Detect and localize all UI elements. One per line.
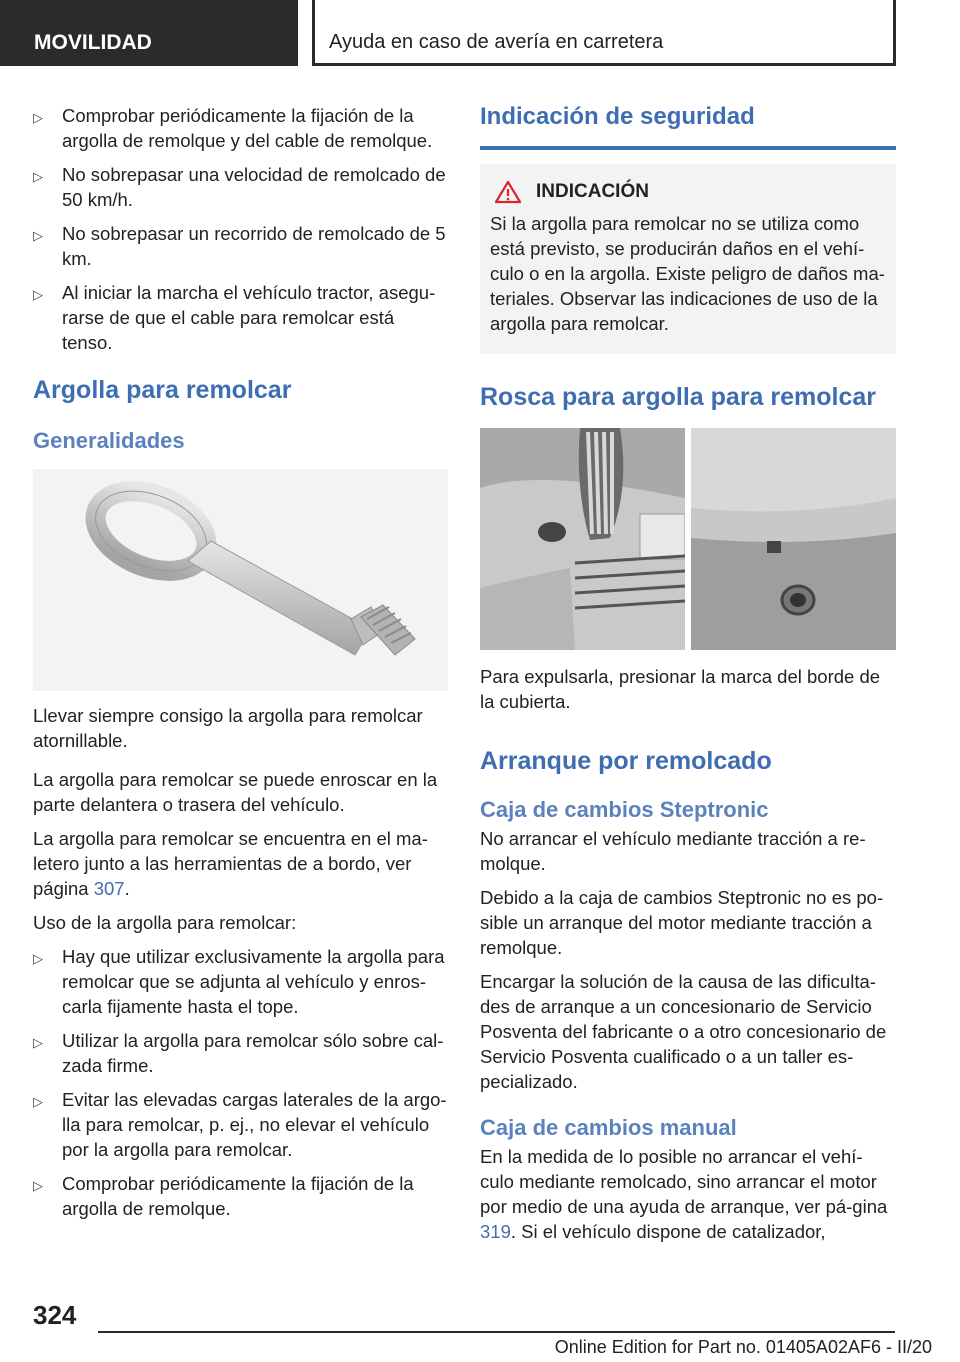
paragraph: Llevar siempre consigo la argolla para remolcar atornillable. xyxy=(33,705,423,751)
heading-manual: Caja de cambios manual xyxy=(480,1115,737,1140)
warning-triangle-icon xyxy=(494,180,522,204)
bullet-icon: ▷ xyxy=(33,228,43,243)
bullet-icon: ▷ xyxy=(33,1035,43,1050)
list-item: ▷ Utilizar la argolla para remolcar sólo sobre cal‐zada firme. xyxy=(33,1030,444,1076)
bullet-icon: ▷ xyxy=(33,169,43,184)
heading-argolla: Argolla para remolcar xyxy=(33,376,292,404)
chapter-title: Ayuda en caso de avería en carretera xyxy=(312,0,896,66)
tow-eye-illustration xyxy=(33,469,448,691)
subheading-generalidades: Generalidades xyxy=(33,428,185,453)
list-item: ▷ Hay que utilizar exclusivamente la argolla para remolcar que se adjunta al vehículo y enros‐carla fijamente hasta el tope. xyxy=(33,946,445,1017)
bullet-list-top xyxy=(33,103,448,355)
bullet-icon: ▷ xyxy=(33,110,43,125)
notice-text: Si la argolla para remolcar no se utiliza como está previsto, se producirán daños en el vehí‐culo o en la argolla. Existe peligro de daños ma‐teriales. Observar las indicaciones de uso de la argolla para remolcar. xyxy=(490,213,885,334)
paragraph: La argolla para remolcar se encuentra en el ma‐letero junto a las herramientas de a bordo, ver página 307. xyxy=(33,828,428,899)
bullet-list-use xyxy=(33,944,448,1221)
paragraph: Para expulsarla, presionar la marca del borde de la cubierta. xyxy=(480,666,881,712)
footer-divider xyxy=(98,1331,895,1333)
paragraph: La argolla para remolcar se puede enroscar en la parte delantera o trasera del vehículo. xyxy=(33,769,438,815)
list-item: ▷ Evitar las elevadas cargas laterales de la argo‐lla para remolcar, p. ej., no elevar el vehículo por la argolla para remolcar. xyxy=(33,1089,447,1160)
page-number: 324 xyxy=(33,1300,77,1330)
bullet-icon: ▷ xyxy=(33,1094,43,1109)
page-link-319[interactable]: 319 xyxy=(480,1221,511,1242)
heading-start: Arranque por remolcado xyxy=(480,747,772,775)
bullet-icon: ▷ xyxy=(33,1178,43,1193)
right-column xyxy=(480,95,896,1253)
list-item: ▷ Al iniciar la marcha el vehículo tractor, asegu‐rarse de que el cable para remolcar está tenso. xyxy=(33,282,436,353)
paragraph: Encargar la solución de la causa de las dificulta‐des de arranque a un concesionario de Servicio Posventa del fabricante o a otro concesionario de Servicio Posventa cualificado o a un taller es‐pecializado. xyxy=(480,971,887,1092)
notice-title: INDICACIÓN xyxy=(536,181,649,202)
paragraph: En la medida de lo posible no arrancar el vehí‐culo mediante remolcado, sino arrancar el motor por medio de una ayuda de arranque, ver pá‐gina 319. Si el vehículo dispone de catalizador, xyxy=(480,1146,888,1242)
paragraph: Uso de la argolla para remolcar: xyxy=(33,912,297,933)
paragraph: Debido a la caja de cambios Steptronic no es po‐sible un arranque del motor mediante tracción a remolque. xyxy=(480,887,884,958)
tow-eye-image xyxy=(33,469,448,691)
heading-safety: Indicación de seguridad xyxy=(480,102,896,150)
list-item: ▷ Comprobar periódicamente la fijación de la argolla de remolque. xyxy=(33,1173,414,1219)
page-header xyxy=(0,0,960,66)
paragraph: No arrancar el vehículo mediante tracción a re‐molque. xyxy=(480,828,866,874)
heading-thread: Rosca para argolla para remolcar xyxy=(480,383,877,411)
bumper-image xyxy=(480,428,896,650)
bumper-illustration xyxy=(480,428,896,650)
heading-steptronic: Caja de cambios Steptronic xyxy=(480,797,769,822)
notice-header xyxy=(490,180,886,204)
list-item: ▷ No sobrepasar una velocidad de remolcado de 50 km/h. xyxy=(33,164,446,210)
list-item: ▷ Comprobar periódicamente la fijación de la argolla de remolque y del cable de remolque. xyxy=(33,105,433,151)
bullet-icon: ▷ xyxy=(33,951,43,966)
left-column xyxy=(33,95,448,1230)
notice-box xyxy=(480,164,896,354)
bullet-icon: ▷ xyxy=(33,287,43,302)
list-item: ▷ No sobrepasar un recorrido de remolcado de 5 km. xyxy=(33,223,446,269)
edition-text: Online Edition for Part no. 01405A02AF6 - II/20 xyxy=(554,1337,932,1357)
section-title: MOVILIDAD xyxy=(0,0,298,66)
page-link-307[interactable]: 307 xyxy=(93,878,125,899)
